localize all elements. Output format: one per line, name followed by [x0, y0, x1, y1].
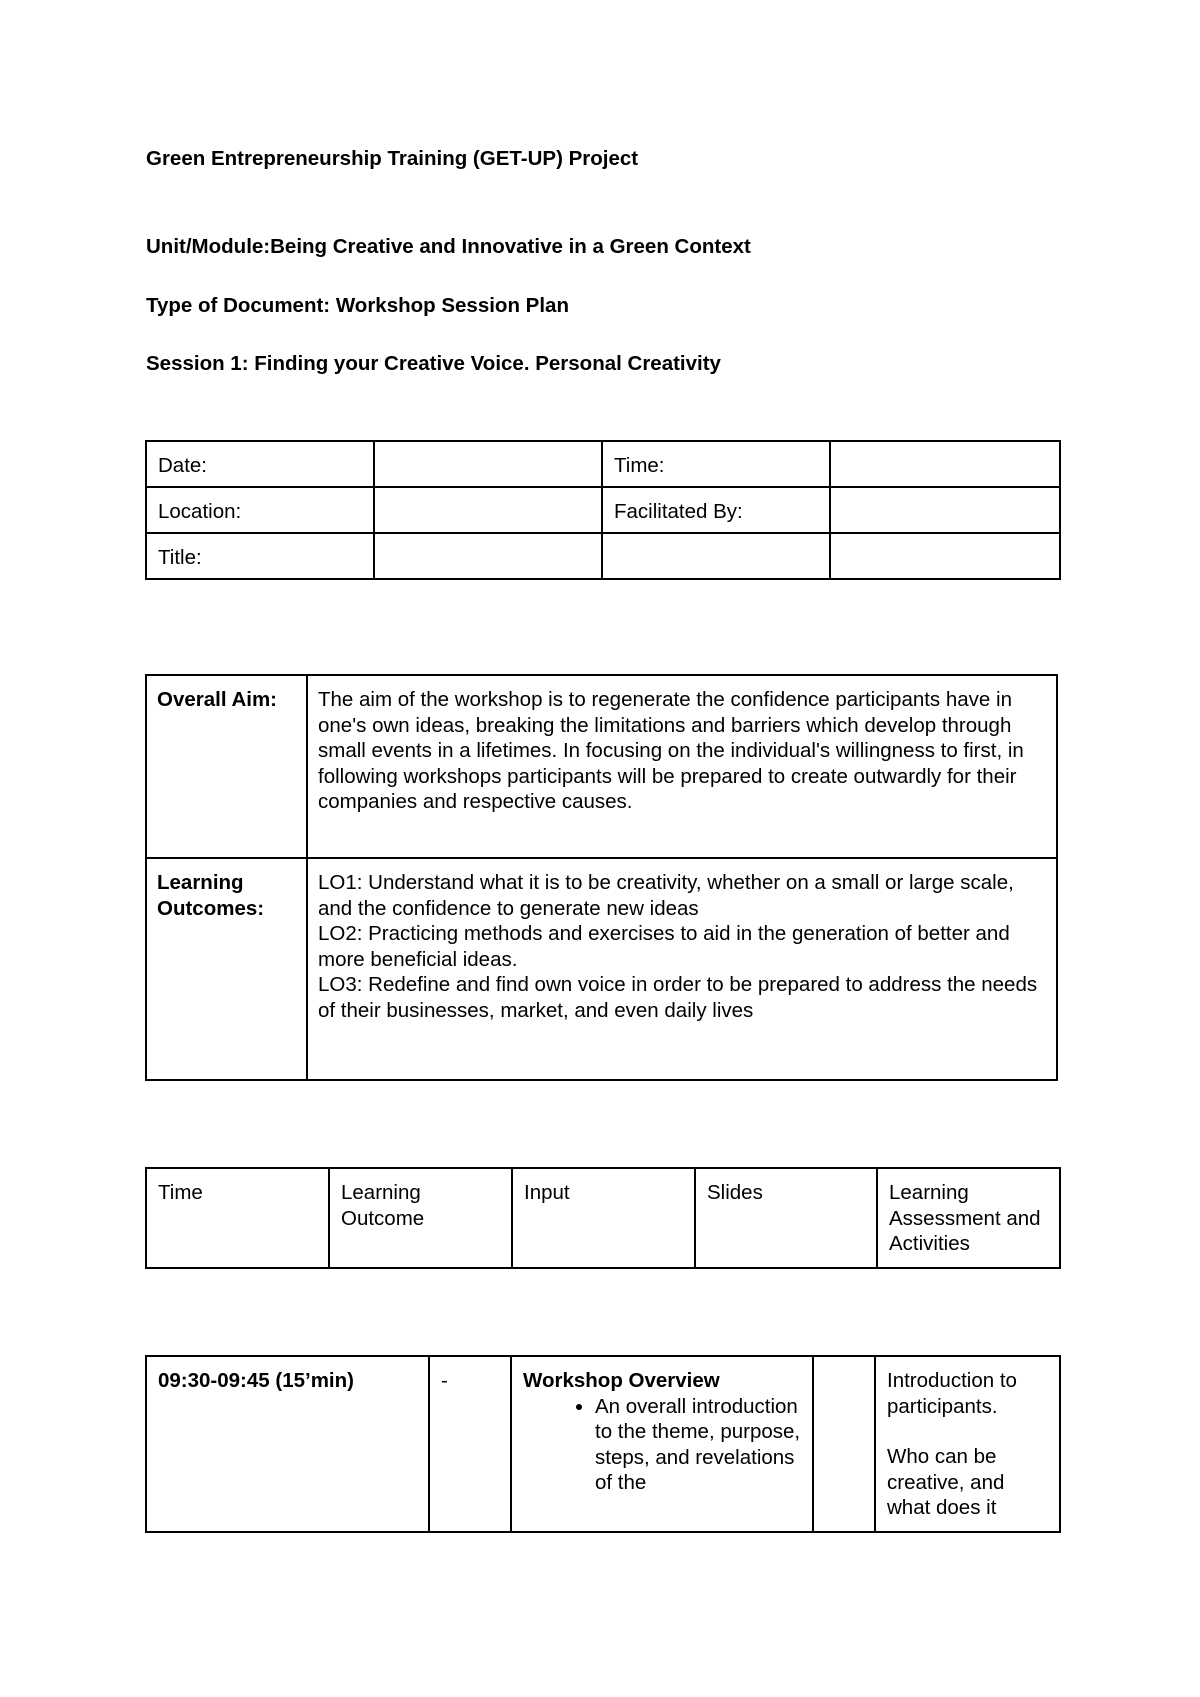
unit-module-heading: Unit/Module:Being Creative and Innovative in a Green Context [146, 235, 751, 258]
date-value [374, 441, 602, 487]
schedule-header-table [145, 1167, 1061, 1269]
row-slides [813, 1356, 875, 1532]
row-time: 09:30-09:45 (15’min) [146, 1356, 429, 1532]
input-bullet-list [523, 1394, 802, 1496]
input-title: Workshop Overview [523, 1369, 720, 1392]
aims-outcomes-table [145, 674, 1058, 1081]
paragraph-gap [887, 1419, 1049, 1444]
learning-outcome-1: LO1: Understand what it is to be creativity, whether on a small or large scale, and the confidence to generate new ideas [318, 871, 1014, 920]
location-label: Location: [146, 487, 374, 533]
row-assessment [875, 1356, 1060, 1532]
column-header-learning-outcome: Learning Outcome [329, 1168, 512, 1268]
learning-outcomes-label: Learning Outcomes: [146, 858, 307, 1080]
column-header-time: Time [146, 1168, 329, 1268]
title-label: Title: [146, 533, 374, 579]
time-label: Time: [602, 441, 830, 487]
time-value [830, 441, 1060, 487]
learning-outcome-2: LO2: Practicing methods and exercises to aid in the generation of better and more beneficial ideas. [318, 922, 1010, 971]
column-header-input: Input [512, 1168, 695, 1268]
location-value [374, 487, 602, 533]
overall-aim-label: Overall Aim: [146, 675, 307, 858]
facilitated-by-label: Facilitated By: [602, 487, 830, 533]
row-input [511, 1356, 813, 1532]
session-heading: Session 1: Finding your Creative Voice. Personal Creativity [146, 352, 721, 375]
row-learning-outcome: - [429, 1356, 511, 1532]
learning-outcomes-text [307, 858, 1057, 1080]
column-header-slides: Slides [695, 1168, 877, 1268]
overall-aim-text: The aim of the workshop is to regenerate the confidence participants have in one's own ideas, breaking the limitations and barriers which develop through small events in a lifetimes. In focusing on the individual's willingness to first, in following workshops participants will be prepared to create outwardly for their companies and respective causes. [307, 675, 1057, 858]
empty-cell [830, 533, 1060, 579]
empty-cell [602, 533, 830, 579]
assessment-line-2: Who can be creative, and what does it [887, 1445, 1005, 1519]
project-title: Green Entrepreneurship Training (GET-UP) Project [146, 147, 639, 170]
title-value [374, 533, 602, 579]
column-header-assessment: Learning Assessment and Activities [877, 1168, 1060, 1268]
document-type-heading: Type of Document: Workshop Session Plan [146, 294, 569, 317]
table-row [146, 1356, 1060, 1532]
schedule-row-table [145, 1355, 1061, 1533]
input-bullet-item: • An overall introduction to the theme, purpose, steps, and revelations of the [595, 1394, 802, 1496]
session-info-table [145, 440, 1061, 580]
date-label: Date: [146, 441, 374, 487]
assessment-line-1: Introduction to participants. [887, 1369, 1017, 1418]
learning-outcome-3: LO3: Redefine and find own voice in order to be prepared to address the needs of their businesses, market, and even daily lives [318, 973, 1038, 1022]
facilitated-by-value [830, 487, 1060, 533]
